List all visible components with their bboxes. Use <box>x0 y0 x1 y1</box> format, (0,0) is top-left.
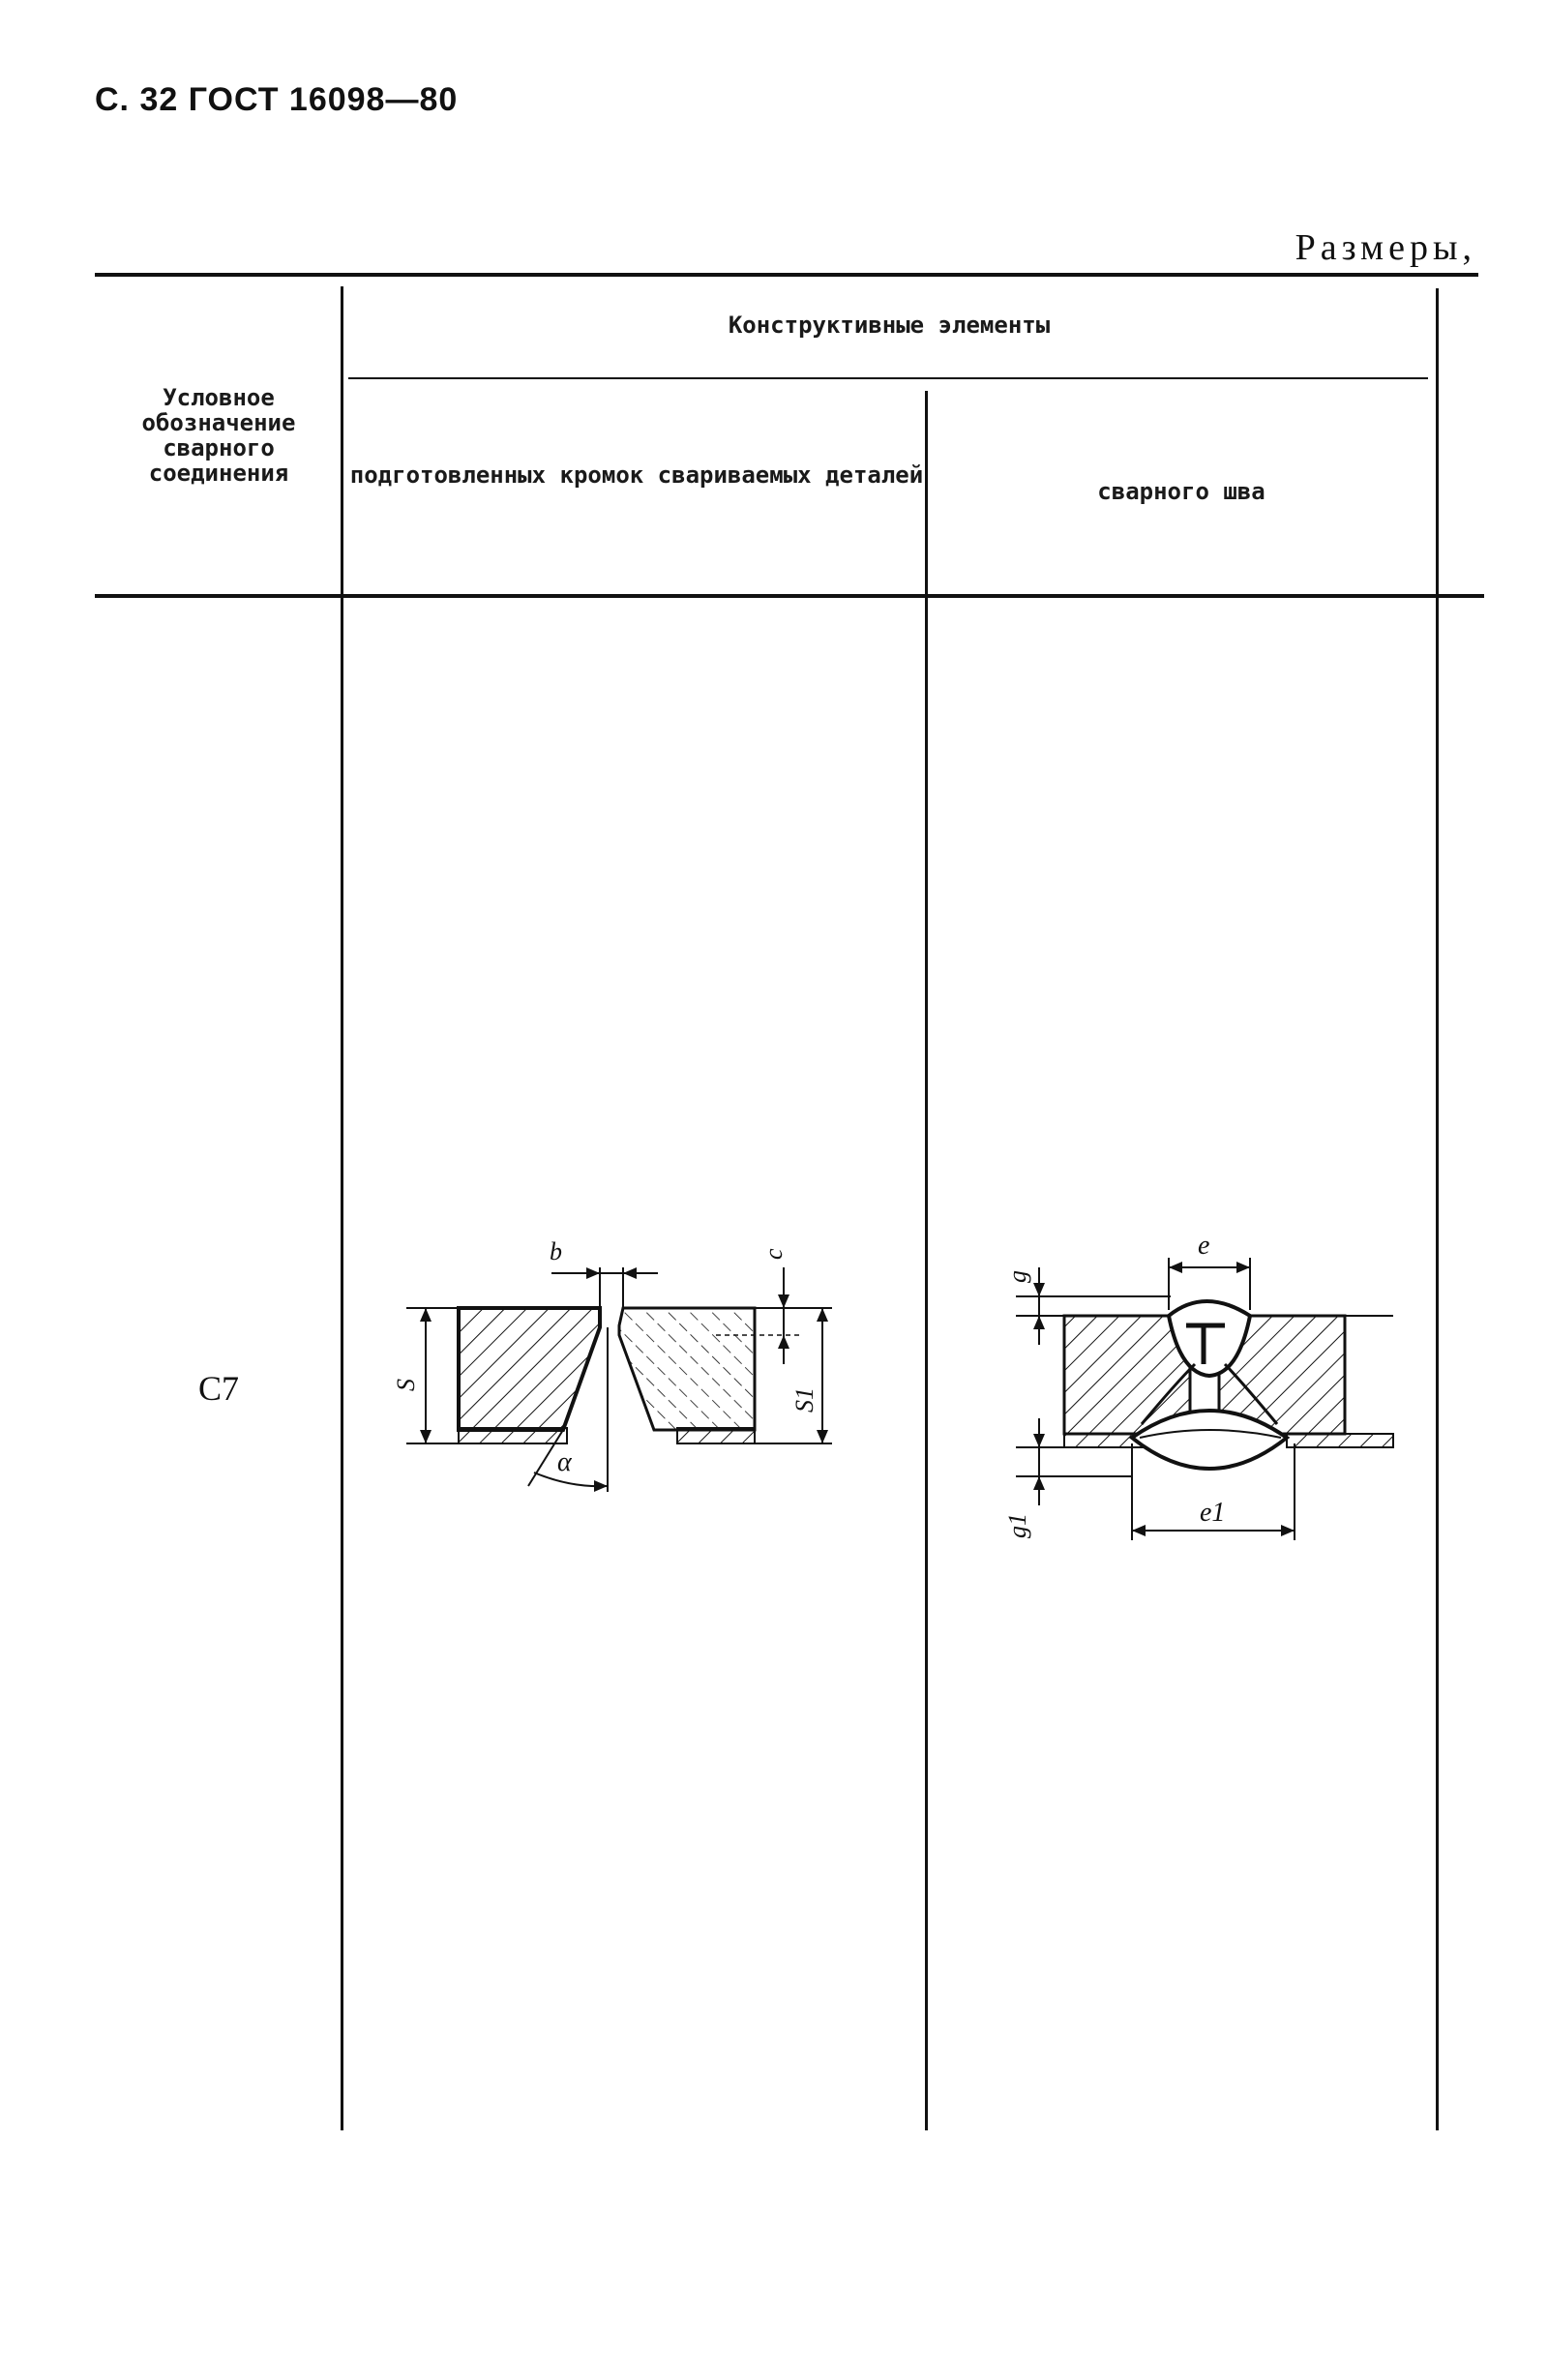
units-note: Размеры, <box>1295 227 1476 268</box>
column-divider-2 <box>925 391 928 2130</box>
header-constructive-elements: Конструктивные элементы <box>728 312 1051 339</box>
page-header: С. 32 ГОСТ 16098—80 <box>95 81 459 118</box>
header-prepared-edges: подготовленных кромок свариваемых деталей <box>349 461 924 489</box>
seam-label-e1: e1 <box>1200 1498 1226 1528</box>
left-backing-strip <box>459 1428 567 1443</box>
table-header-rule <box>95 594 1484 598</box>
dim-label-s1: S1 <box>790 1387 819 1413</box>
group-header-rule <box>348 377 1428 379</box>
right-plate <box>619 1308 755 1430</box>
seam-label-g1: g1 <box>1003 1513 1031 1538</box>
header-weld-seam: сварного шва <box>1097 478 1265 505</box>
left-plate <box>459 1308 600 1430</box>
dim-label-s: S <box>392 1379 420 1391</box>
table-row-code: С7 <box>197 1369 239 1408</box>
dim-label-alpha: α <box>557 1447 572 1477</box>
column-divider-1 <box>341 286 343 2130</box>
dim-label-c: c <box>759 1248 788 1260</box>
seam-label-g: g <box>1003 1270 1031 1283</box>
dim-label-b: b <box>550 1237 562 1265</box>
edge-preparation-drawing <box>387 1229 851 1519</box>
right-backing-strip <box>677 1428 755 1443</box>
table-top-rule <box>95 273 1478 277</box>
weld-seam-drawing <box>997 1219 1413 1567</box>
column-divider-3 <box>1436 288 1439 2130</box>
header-designation: Условное обозначение сварного соединения <box>141 384 296 487</box>
seam-label-e: e <box>1198 1231 1210 1261</box>
